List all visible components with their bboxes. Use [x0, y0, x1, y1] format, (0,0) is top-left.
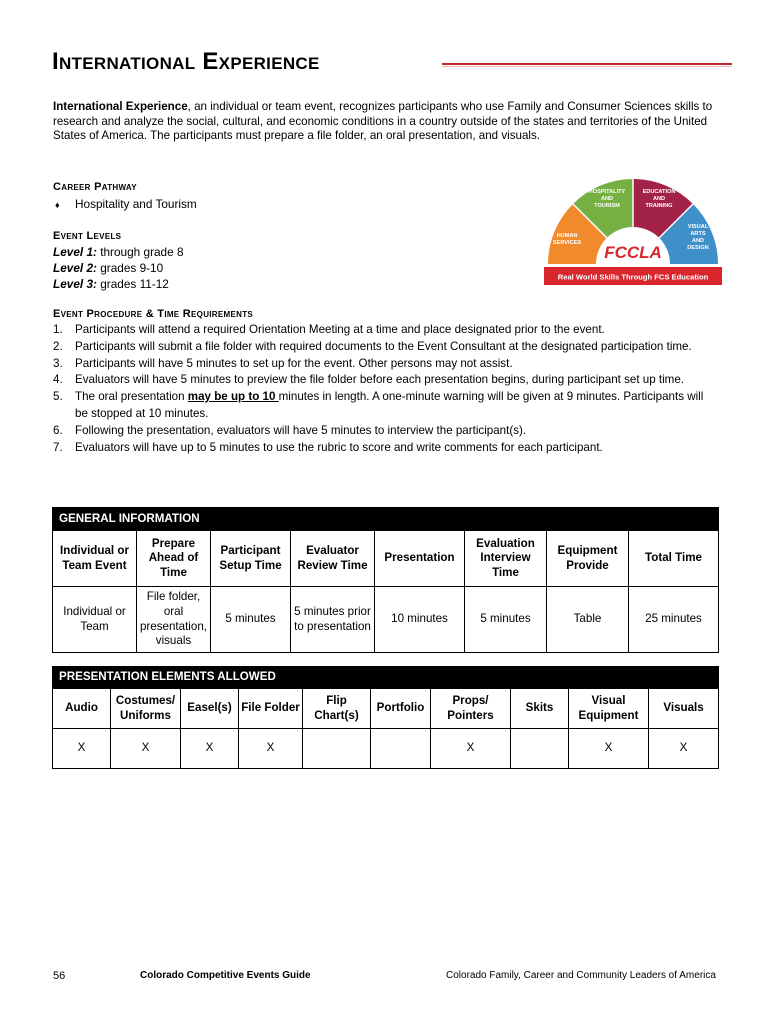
table-header-cell: Evaluator Review Time [291, 531, 375, 587]
level-3 [53, 277, 169, 291]
list-item [53, 339, 718, 356]
list-item-text: Participants will attend a required Orientation Meeting at a time and place designated prior to the event. [75, 323, 605, 336]
level-1 [53, 245, 184, 259]
presentation-elements-table [52, 666, 719, 769]
list-item-number: 3. [53, 356, 63, 370]
logo-seg-12: DESIGN [687, 245, 709, 251]
list-item [53, 423, 718, 440]
bullet-icon: ♦ [55, 200, 60, 210]
table-cell: X [181, 729, 239, 769]
list-item-text [75, 389, 718, 423]
list-item [53, 372, 718, 389]
table-cell [371, 729, 431, 769]
level-2-value: grades 9-10 [96, 261, 164, 275]
level-2-label: Level 2: [53, 261, 97, 275]
general-info-title: GENERAL INFORMATION [53, 508, 719, 531]
procedure-heading: Event Procedure & Time Requirements [53, 308, 254, 320]
logo-seg-1: HOSPITALITY [588, 189, 626, 195]
fccla-logo [540, 170, 726, 290]
table-cell [511, 729, 569, 769]
logo-seg-11: AND [691, 238, 705, 244]
level-1-value: through grade 8 [96, 245, 184, 259]
table-cell: 25 minutes [629, 587, 719, 653]
table-header-cell: Prepare Ahead of Time [137, 531, 211, 587]
list-item-number: 7. [53, 440, 63, 454]
table-header-cell: Skits [511, 689, 569, 729]
table-header-cell: Presentation [375, 531, 465, 587]
table-row [53, 587, 719, 653]
table-header-cell: File Folder [239, 689, 303, 729]
table-cell [303, 729, 371, 769]
list-item-number: 5. [53, 390, 63, 404]
table-cell: X [53, 729, 111, 769]
table-header-cell: Visuals [649, 689, 719, 729]
list-item-number: 4. [53, 373, 63, 387]
table-header-cell: Costumes/ Uniforms [111, 689, 181, 729]
table-cell: 5 minutes [465, 587, 547, 653]
list-item-number: 2. [53, 339, 63, 353]
table-header-cell: Visual Equipment [569, 689, 649, 729]
logo-seg-2: AND [600, 196, 614, 202]
intro-text: , an individual or team event, recognizes participants who use Family and Consumer Sciences skills to research and analyze the social, cultural, and economic conditions in a country outside of the states and territories of the United States of America. The participants must prepare a file folder, an oral presentation, and visuals. [53, 100, 713, 143]
table-cell: X [649, 729, 719, 769]
table-cell: X [569, 729, 649, 769]
level-3-label: Level 3: [53, 277, 97, 291]
footer-organization: Colorado Family, Career and Community Leaders of America [446, 970, 716, 981]
level-1-label: Level 1: [53, 245, 97, 259]
table-cell: Individual or Team [53, 587, 137, 653]
page-number: 56 [53, 970, 66, 982]
logo-seg-9: VISUAL [687, 224, 709, 230]
level-3-value: grades 11-12 [96, 277, 169, 291]
presentation-elements-title: PRESENTATION ELEMENTS ALLOWED [53, 667, 719, 689]
list-item [53, 322, 718, 339]
table-row [53, 729, 719, 769]
table-header-cell: Audio [53, 689, 111, 729]
list-item-text: Evaluators will have 5 minutes to preview the file folder before each presentation begins, during participant set up time. [75, 373, 685, 387]
table-header-cell: Evaluation Interview Time [465, 531, 547, 587]
table-header-cell: Total Time [629, 531, 719, 587]
emphasis-text: may be up to 10 [187, 390, 279, 404]
table-header-cell: Participant Setup Time [211, 531, 291, 587]
list-item [53, 356, 718, 373]
footer-guide-title: Colorado Competitive Events Guide [140, 970, 311, 981]
list-item-number: 6. [53, 423, 63, 437]
page-title: International Experience [52, 48, 320, 75]
table-header-cell: Equipment Provide [547, 531, 629, 587]
table-cell: File folder, oral presentation, visuals [137, 587, 211, 653]
table-header-cell: Easel(s) [181, 689, 239, 729]
logo-brand: FCCLA [604, 243, 662, 262]
table-header-cell: Individual or Team Event [53, 531, 137, 587]
intro-bold: International Experience [53, 100, 188, 113]
table-header-cell: Portfolio [371, 689, 431, 729]
list-item [53, 389, 718, 423]
list-item-text: Participants will submit a file folder with required documents to the Event Consultant at the designated participation time. [75, 339, 692, 353]
logo-seg-8: SERVICES [552, 240, 582, 246]
career-pathway-item [55, 197, 197, 211]
list-item [53, 440, 718, 457]
table-cell: 10 minutes [375, 587, 465, 653]
procedure-list [53, 322, 718, 456]
table-cell: X [239, 729, 303, 769]
title-row [52, 48, 732, 78]
list-item-text: Evaluators will have up to 5 minutes to use the rubric to score and write comments for each participant. [75, 440, 603, 454]
event-levels-heading: Event Levels [53, 230, 122, 242]
title-rule [442, 63, 732, 65]
list-item-text-post: minutes in length. A one-minute warning will be given at 9 minutes. Participants will be stopped at 10 minutes. [75, 390, 704, 420]
table-header-cell: Props/ Pointers [431, 689, 511, 729]
table-header-cell: Flip Chart(s) [303, 689, 371, 729]
logo-seg-7: HUMAN [556, 233, 578, 239]
logo-seg-3: TOURISM [594, 203, 620, 209]
career-pathway-label: Hospitality and Tourism [75, 197, 197, 211]
list-item-text: Participants will have 5 minutes to set up for the event. Other persons may not assist. [75, 356, 513, 370]
table-cell: 5 minutes [211, 587, 291, 653]
list-item-number: 1. [53, 323, 63, 336]
logo-seg-5: AND [652, 196, 666, 202]
general-info-table [52, 507, 719, 653]
logo-seg-4: EDUCATION [642, 189, 676, 195]
table-cell: 5 minutes prior to presentation [291, 587, 375, 653]
table-cell: X [431, 729, 511, 769]
list-item-text-pre: The oral presentation [75, 390, 188, 404]
table-cell: Table [547, 587, 629, 653]
career-pathway-heading: Career Pathway [53, 181, 137, 193]
table-cell: X [111, 729, 181, 769]
logo-seg-6: TRAINING [645, 203, 673, 209]
logo-seg-10: ARTS [690, 231, 706, 237]
list-item-text: Following the presentation, evaluators will have 5 minutes to interview the participant(s). [75, 423, 527, 437]
title-rule-shadow [442, 66, 732, 67]
intro-paragraph [53, 100, 717, 144]
level-2 [53, 261, 163, 275]
logo-tagline: Real World Skills Through FCS Education [557, 272, 709, 282]
